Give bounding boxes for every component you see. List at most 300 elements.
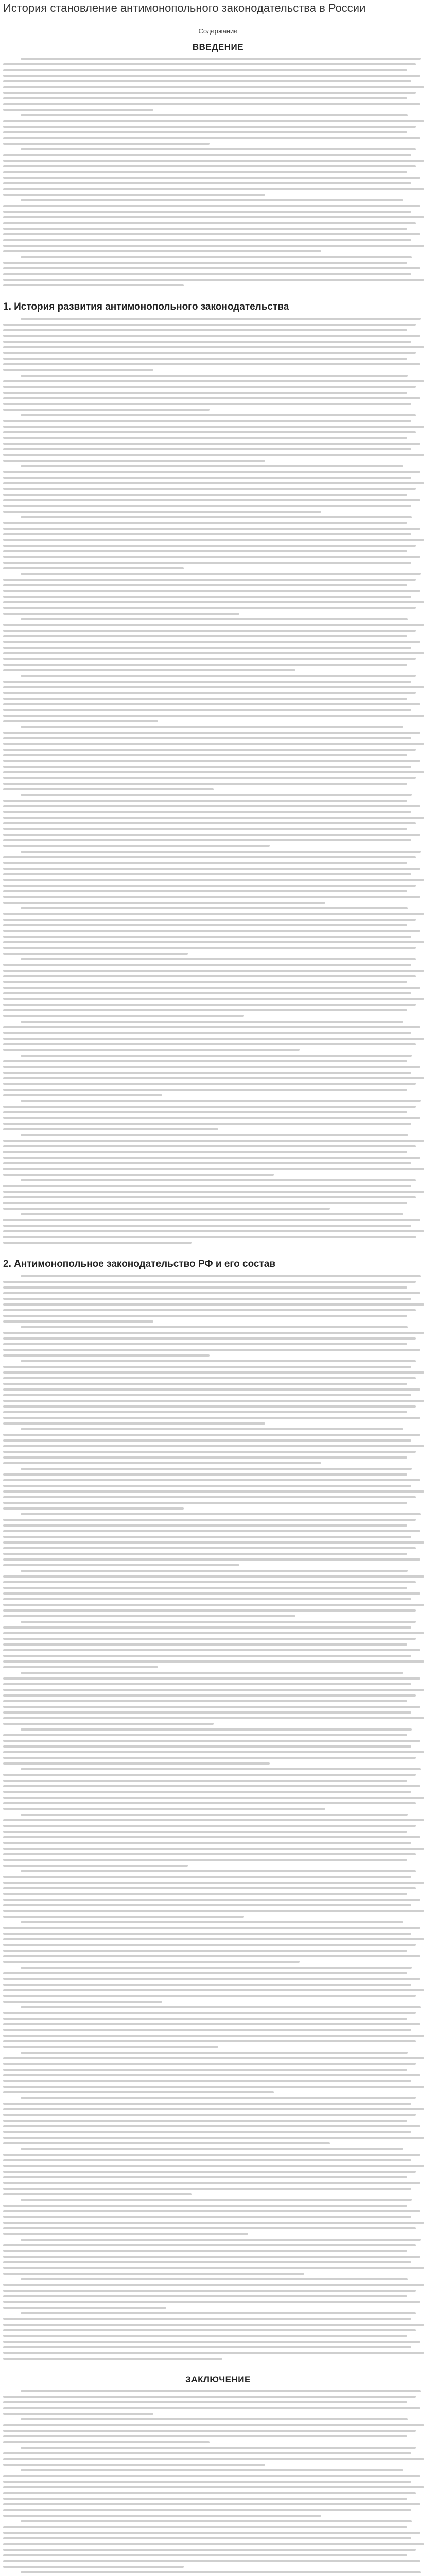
text-line — [3, 777, 416, 779]
text-line — [3, 1938, 424, 1940]
text-line — [3, 1519, 416, 1521]
text-line — [3, 720, 158, 722]
text-line — [3, 1111, 407, 1113]
text-line — [3, 1893, 407, 1895]
text-line — [3, 562, 411, 564]
text-line — [3, 1026, 420, 1028]
text-line — [3, 1060, 407, 1062]
text-line — [3, 941, 424, 943]
text-line — [3, 1377, 416, 1379]
text-line — [3, 992, 411, 994]
text-line — [3, 1955, 420, 1957]
paragraph — [3, 1621, 433, 1668]
document-title: История становление антимонопольного законодательства в России — [3, 2, 366, 14]
paragraph — [3, 1728, 433, 1765]
text-line — [3, 1089, 407, 1091]
text-line — [3, 2080, 411, 2082]
text-line — [3, 1638, 416, 1640]
text-line — [3, 749, 416, 751]
text-line — [3, 2114, 416, 2116]
text-line — [3, 477, 411, 479]
text-line — [3, 69, 407, 71]
text-line — [3, 369, 153, 371]
section-1-body — [3, 318, 433, 1244]
text-line — [3, 1456, 407, 1459]
text-line — [3, 1219, 420, 1221]
text-line — [3, 1337, 416, 1340]
text-line — [3, 817, 424, 819]
text-line — [3, 783, 407, 785]
paragraph — [3, 1870, 433, 1918]
text-line — [21, 1870, 416, 1872]
text-line — [3, 273, 411, 275]
text-line — [3, 2091, 274, 2093]
text-line — [3, 975, 416, 977]
text-line — [3, 2074, 420, 2076]
text-line — [3, 363, 420, 365]
text-line — [3, 630, 416, 632]
text-line — [3, 1598, 411, 1600]
text-line — [3, 228, 407, 230]
text-line — [3, 86, 424, 88]
text-line — [3, 1587, 407, 1589]
text-line — [3, 182, 411, 184]
paragraph — [3, 2520, 433, 2568]
text-line — [3, 1853, 416, 1855]
text-line — [3, 998, 424, 1000]
text-line — [3, 862, 407, 864]
paragraph — [3, 1055, 433, 1096]
text-line — [3, 1865, 188, 1867]
text-line — [3, 1015, 244, 1017]
text-line — [3, 1298, 411, 1300]
text-line — [21, 2199, 412, 2201]
text-line — [3, 1541, 424, 1544]
paragraph — [3, 2052, 433, 2093]
text-line — [3, 1836, 420, 1838]
text-line — [3, 2256, 420, 2258]
text-line — [3, 2509, 411, 2511]
text-line — [3, 1984, 411, 1986]
text-line — [21, 958, 416, 960]
text-line — [3, 1485, 411, 1487]
text-line — [3, 1677, 420, 1680]
text-line — [3, 460, 265, 462]
text-line — [3, 1910, 424, 1912]
text-line — [3, 1236, 416, 1238]
heading-introduction: ВВЕДЕНИЕ — [192, 42, 244, 52]
text-line — [3, 2165, 424, 2167]
text-line — [3, 1388, 420, 1391]
text-line — [3, 1383, 407, 1385]
text-line — [21, 1921, 403, 1923]
text-line — [3, 1859, 407, 1861]
text-line — [3, 1717, 424, 1719]
text-line — [3, 522, 407, 524]
text-line — [21, 2469, 403, 2471]
text-line — [21, 1275, 421, 1277]
text-line — [3, 103, 420, 105]
text-line — [3, 109, 153, 111]
text-line — [3, 885, 416, 887]
text-line — [3, 2244, 416, 2246]
text-line — [3, 1683, 411, 1685]
text-line — [3, 448, 411, 450]
text-line — [3, 528, 420, 530]
text-line — [3, 1780, 407, 1782]
paragraph — [3, 794, 433, 847]
text-line — [3, 1700, 407, 1702]
text-line — [3, 919, 416, 921]
text-line — [3, 1292, 420, 1294]
text-line — [3, 2193, 192, 2195]
text-line — [3, 426, 424, 428]
text-line — [3, 403, 411, 405]
text-line — [21, 58, 421, 60]
text-line — [3, 533, 411, 535]
text-line — [3, 2566, 184, 2568]
text-line — [3, 2295, 407, 2297]
text-line — [3, 1191, 424, 1193]
text-line — [3, 1162, 411, 1164]
text-line — [3, 1757, 416, 1759]
text-line — [3, 1848, 424, 1850]
text-line — [3, 1604, 424, 1606]
paragraph — [3, 114, 433, 145]
text-line — [3, 80, 411, 82]
text-line — [3, 1117, 420, 1119]
text-line — [3, 1434, 420, 1436]
paragraph — [3, 1921, 433, 1963]
paragraph — [3, 1360, 433, 1425]
text-line — [3, 471, 420, 473]
text-line — [3, 1140, 424, 1142]
text-line — [3, 2475, 420, 2477]
text-line — [3, 1043, 416, 1045]
text-line — [3, 1808, 325, 1810]
text-line — [3, 953, 188, 955]
text-line — [3, 647, 411, 649]
toc-label: Содержание — [198, 27, 238, 35]
text-line — [3, 2227, 416, 2229]
text-line — [21, 2006, 421, 2008]
text-line — [3, 567, 184, 569]
text-line — [21, 1326, 408, 1328]
text-line — [3, 1411, 407, 1413]
text-line — [3, 1394, 411, 1396]
paragraph — [3, 1672, 433, 1725]
text-line — [3, 2335, 407, 2337]
text-line — [3, 601, 424, 603]
text-line — [3, 2526, 407, 2528]
text-line — [3, 511, 321, 513]
text-line — [3, 2481, 411, 2483]
text-line — [3, 896, 420, 898]
text-line — [3, 358, 407, 360]
paragraph — [3, 907, 433, 955]
text-line — [21, 1428, 403, 1430]
text-line — [3, 160, 424, 162]
text-line — [3, 839, 411, 841]
text-line — [3, 2424, 424, 2426]
text-line — [3, 1332, 424, 1334]
text-line — [3, 482, 424, 484]
text-line — [3, 454, 424, 456]
text-line — [3, 936, 411, 938]
text-line — [3, 1666, 158, 1668]
text-line — [3, 2341, 420, 2343]
text-line — [3, 2346, 411, 2348]
text-line — [3, 1004, 416, 1006]
text-line — [21, 2520, 412, 2522]
text-line — [3, 1445, 424, 1447]
text-line — [3, 579, 416, 581]
text-line — [3, 1564, 239, 1566]
paragraph — [3, 851, 433, 904]
text-line — [3, 1876, 411, 1878]
text-line — [3, 2560, 420, 2562]
heading-conclusion: ЗАКЛЮЧЕНИЕ — [185, 2375, 251, 2384]
text-line — [21, 1672, 403, 1674]
text-line — [21, 114, 408, 116]
text-line — [3, 126, 416, 128]
paragraph — [3, 148, 433, 196]
text-line — [3, 1405, 416, 1408]
text-line — [3, 2023, 420, 2025]
text-line — [21, 1967, 412, 1969]
text-line — [3, 641, 420, 643]
text-line — [3, 1145, 416, 1147]
text-line — [3, 1106, 416, 1108]
text-line — [3, 539, 424, 541]
text-line — [3, 1151, 407, 1153]
text-line — [3, 947, 416, 949]
text-line — [3, 1343, 407, 1345]
text-line — [3, 964, 411, 966]
text-line — [3, 1831, 407, 1833]
text-line — [3, 1524, 407, 1527]
text-line — [3, 1049, 300, 1051]
text-line — [3, 664, 407, 666]
paragraph — [3, 1428, 433, 1464]
text-line — [21, 794, 412, 796]
text-line — [3, 1462, 321, 1464]
text-line — [3, 1507, 184, 1510]
text-line — [21, 726, 403, 728]
text-line — [3, 1083, 416, 1085]
text-line — [3, 233, 420, 235]
text-line — [3, 545, 416, 547]
text-line — [3, 1740, 420, 1742]
text-line — [3, 397, 420, 399]
text-line — [3, 681, 411, 683]
text-line — [3, 2029, 411, 2031]
text-line — [3, 335, 420, 337]
text-line — [3, 1547, 416, 1549]
text-line — [21, 2571, 421, 2573]
text-line — [3, 1208, 330, 1210]
text-line — [3, 2086, 424, 2088]
text-line — [3, 437, 407, 439]
text-line — [3, 1315, 407, 1317]
text-line — [3, 692, 416, 694]
text-line — [3, 2069, 407, 2071]
text-line — [3, 1490, 424, 1493]
text-line — [3, 771, 424, 773]
text-line — [3, 1123, 411, 1125]
text-line — [3, 2131, 411, 2133]
text-line — [3, 97, 407, 99]
text-line — [3, 913, 424, 915]
text-line — [21, 1728, 412, 1731]
text-line — [3, 131, 407, 133]
text-line — [3, 1904, 411, 1906]
text-line — [3, 1734, 407, 1736]
text-line — [3, 1989, 424, 1991]
text-line — [3, 698, 407, 700]
text-line — [3, 1400, 424, 1402]
introduction-body — [3, 58, 433, 286]
text-line — [3, 1944, 416, 1946]
text-line — [3, 1791, 411, 1793]
paragraph — [3, 414, 433, 462]
text-line — [3, 1009, 407, 1011]
text-line — [3, 92, 416, 94]
paragraph — [3, 2239, 433, 2275]
text-line — [3, 2503, 420, 2505]
paragraph — [3, 1326, 433, 1357]
paragraph — [3, 1570, 433, 1617]
text-line — [3, 715, 424, 717]
text-line — [3, 2154, 420, 2156]
paragraph — [3, 1021, 433, 1051]
text-line — [21, 2447, 416, 2449]
text-line — [3, 2176, 407, 2178]
text-line — [3, 2120, 407, 2122]
text-line — [3, 2543, 424, 2545]
text-line — [3, 2318, 411, 2320]
text-line — [21, 148, 416, 150]
text-line — [3, 431, 416, 433]
text-line — [3, 2498, 407, 2500]
text-line — [3, 652, 424, 654]
text-line — [3, 267, 420, 269]
paragraph — [3, 1275, 433, 1323]
heading-section-2: 2. Антимонопольное законодательство РФ и его состав — [3, 1259, 276, 1269]
text-line — [3, 1797, 424, 1799]
text-line — [3, 171, 407, 173]
text-line — [21, 199, 403, 201]
text-line — [3, 2159, 411, 2161]
text-line — [3, 873, 411, 875]
text-line — [3, 970, 424, 972]
text-line — [3, 805, 420, 807]
text-line — [3, 505, 411, 507]
paragraph — [3, 465, 433, 513]
text-line — [3, 613, 239, 615]
text-line — [21, 1179, 416, 1181]
text-line — [21, 851, 421, 853]
text-line — [21, 2239, 421, 2241]
text-line — [3, 1899, 420, 1901]
text-line — [3, 279, 424, 281]
text-line — [3, 788, 214, 790]
text-line — [3, 1723, 214, 1725]
paragraph — [3, 2312, 433, 2360]
text-line — [3, 380, 424, 382]
text-line — [21, 1570, 408, 1572]
text-line — [3, 1694, 416, 1697]
text-line — [3, 1882, 424, 1884]
text-line — [3, 607, 416, 609]
text-line — [3, 2233, 248, 2235]
text-line — [3, 1819, 424, 1821]
text-line — [3, 143, 210, 145]
paragraph — [3, 1814, 433, 1867]
text-line — [3, 624, 424, 626]
text-line — [3, 2063, 416, 2065]
text-line — [21, 414, 416, 416]
text-line — [3, 1502, 407, 1504]
paragraph — [3, 1100, 433, 1130]
text-line — [3, 1762, 270, 1765]
text-line — [3, 2284, 424, 2286]
text-line — [3, 2171, 416, 2173]
text-line — [3, 1592, 420, 1595]
text-line — [3, 590, 420, 592]
text-line — [3, 1802, 416, 1804]
text-line — [3, 2210, 420, 2212]
text-line — [3, 2401, 407, 2403]
text-line — [3, 1439, 411, 1442]
text-line — [3, 2040, 416, 2042]
text-line — [3, 1168, 424, 1170]
text-line — [3, 1711, 411, 1714]
text-line — [3, 2441, 210, 2443]
text-line — [3, 352, 416, 354]
text-line — [3, 1202, 407, 1204]
text-line — [3, 1689, 424, 1691]
text-line — [21, 2390, 421, 2392]
text-line — [3, 324, 416, 326]
text-line — [3, 1785, 420, 1787]
text-line — [3, 1077, 424, 1079]
text-line — [21, 675, 416, 677]
paragraph — [3, 2571, 433, 2576]
text-line — [3, 811, 411, 813]
paragraph — [3, 1213, 433, 1244]
text-line — [3, 137, 420, 139]
text-line — [3, 2329, 416, 2331]
text-line — [3, 1626, 411, 1629]
text-line — [3, 1615, 295, 1617]
text-line — [3, 2435, 407, 2437]
text-line — [3, 2035, 424, 2037]
text-line — [3, 420, 411, 422]
text-line — [3, 1751, 424, 1753]
text-line — [21, 1814, 408, 1816]
text-line — [3, 216, 424, 218]
text-line — [3, 177, 420, 179]
text-line — [21, 2052, 408, 2054]
text-line — [3, 2307, 166, 2309]
text-line — [3, 766, 411, 768]
text-line — [3, 845, 270, 847]
text-line — [3, 1174, 274, 1176]
text-line — [3, 329, 407, 331]
text-line — [3, 2216, 411, 2218]
text-line — [21, 1134, 408, 1136]
